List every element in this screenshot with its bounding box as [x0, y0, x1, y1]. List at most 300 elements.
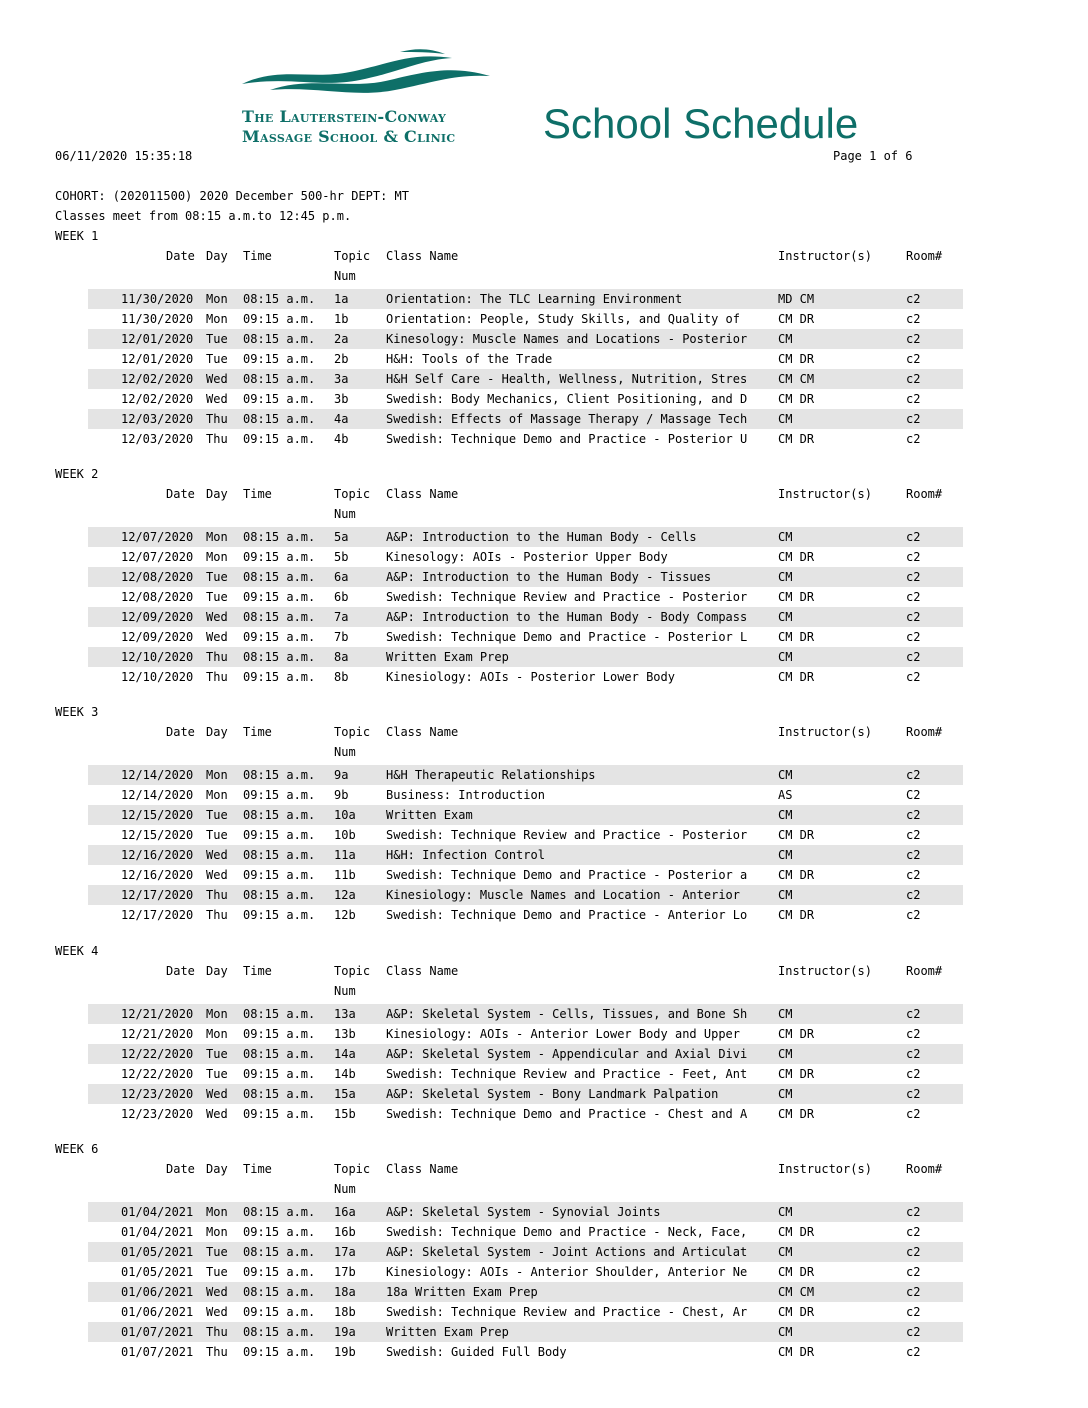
header-room: Room#	[906, 725, 943, 739]
class-name-cell: A&P: Introduction to the Human Body - Tissues	[386, 570, 712, 584]
room-cell: c2	[906, 1007, 921, 1021]
day-cell: Mon	[206, 1225, 228, 1239]
class-name-cell: Swedish: Body Mechanics, Client Positioning, and D	[386, 392, 748, 406]
header-day: Day	[206, 964, 228, 978]
room-cell: c2	[906, 1205, 921, 1219]
room-cell: c2	[906, 1285, 921, 1299]
instructor-cell: CM DR	[778, 1067, 815, 1081]
table-row	[88, 1262, 963, 1282]
instructor-cell: CM DR	[778, 352, 815, 366]
instructor-cell: CM	[778, 1325, 793, 1339]
topic-cell: 14a	[334, 1047, 356, 1061]
instructor-cell: CM CM	[778, 1285, 815, 1299]
day-cell: Wed	[206, 392, 228, 406]
table-row	[88, 885, 963, 905]
day-cell: Tue	[206, 332, 228, 346]
class-name-cell: Swedish: Technique Demo and Practice - Posterior a	[386, 868, 748, 882]
instructor-cell: MD CM	[778, 292, 815, 306]
topic-cell: 11a	[334, 848, 356, 862]
topic-cell: 6a	[334, 570, 349, 584]
time-cell: 09:15 a.m.	[243, 630, 316, 644]
date-cell: 12/14/2020	[121, 768, 194, 782]
header-day: Day	[206, 725, 228, 739]
header-instructor: Instructor(s)	[778, 487, 872, 501]
room-cell: c2	[906, 1027, 921, 1041]
topic-cell: 1b	[334, 312, 349, 326]
day-cell: Wed	[206, 1285, 228, 1299]
day-cell: Mon	[206, 550, 228, 564]
date-cell: 12/01/2020	[121, 352, 194, 366]
time-cell: 09:15 a.m.	[243, 1265, 316, 1279]
day-cell: Mon	[206, 1205, 228, 1219]
topic-cell: 1a	[334, 292, 349, 306]
day-cell: Tue	[206, 1245, 228, 1259]
date-cell: 01/04/2021	[121, 1225, 194, 1239]
header-topic: Topic	[334, 1162, 371, 1176]
instructor-cell: CM	[778, 1087, 793, 1101]
topic-cell: 10a	[334, 808, 356, 822]
time-cell: 08:15 a.m.	[243, 1325, 316, 1339]
topic-cell: 8a	[334, 650, 349, 664]
date-cell: 12/07/2020	[121, 530, 194, 544]
week-section	[0, 229, 1088, 449]
instructor-cell: CM	[778, 1205, 793, 1219]
class-name-cell: A&P: Introduction to the Human Body - Body Compass	[386, 610, 748, 624]
time-cell: 08:15 a.m.	[243, 650, 316, 664]
header-num: Num	[334, 1182, 356, 1196]
instructor-cell: CM CM	[778, 372, 815, 386]
week-label: WEEK 6	[55, 1142, 99, 1156]
topic-cell: 16a	[334, 1205, 356, 1219]
date-cell: 12/07/2020	[121, 550, 194, 564]
table-row	[88, 627, 963, 647]
date-cell: 12/17/2020	[121, 888, 194, 902]
header-num: Num	[334, 507, 356, 521]
day-cell: Tue	[206, 590, 228, 604]
time-cell: 08:15 a.m.	[243, 1245, 316, 1259]
room-cell: c2	[906, 292, 921, 306]
topic-cell: 16b	[334, 1225, 356, 1239]
header-date: Date	[166, 249, 195, 263]
date-cell: 12/08/2020	[121, 590, 194, 604]
room-cell: c2	[906, 1225, 921, 1239]
header-room: Room#	[906, 964, 943, 978]
room-cell: C2	[906, 788, 921, 802]
topic-cell: 18b	[334, 1305, 356, 1319]
date-cell: 01/07/2021	[121, 1345, 194, 1359]
time-cell: 09:15 a.m.	[243, 550, 316, 564]
header-date: Date	[166, 1162, 195, 1176]
week-label: WEEK 2	[55, 467, 99, 481]
instructor-cell: CM	[778, 1047, 793, 1061]
day-cell: Tue	[206, 1067, 228, 1081]
time-cell: 09:15 a.m.	[243, 432, 316, 446]
class-name-cell: Swedish: Technique Demo and Practice - Neck, Face,	[386, 1225, 748, 1239]
room-cell: c2	[906, 332, 921, 346]
instructor-cell: CM	[778, 1007, 793, 1021]
day-cell: Thu	[206, 432, 228, 446]
header-num: Num	[334, 745, 356, 759]
instructor-cell: CM DR	[778, 432, 815, 446]
table-row	[88, 1322, 963, 1342]
topic-cell: 11b	[334, 868, 356, 882]
table-row	[88, 289, 963, 309]
logo-line-1: The Lauterstein-Conway	[242, 107, 447, 126]
time-cell: 09:15 a.m.	[243, 908, 316, 922]
date-cell: 01/07/2021	[121, 1325, 194, 1339]
table-row	[88, 409, 963, 429]
week-label: WEEK 1	[55, 229, 99, 243]
date-cell: 01/06/2021	[121, 1305, 194, 1319]
room-cell: c2	[906, 590, 921, 604]
table-row	[88, 825, 963, 845]
date-cell: 12/09/2020	[121, 630, 194, 644]
day-cell: Tue	[206, 828, 228, 842]
class-name-cell: Kinesiology: AOIs - Anterior Shoulder, Anterior Ne	[386, 1265, 748, 1279]
class-name-cell: A&P: Skeletal System - Appendicular and Axial Divi	[386, 1047, 748, 1061]
date-cell: 01/05/2021	[121, 1265, 194, 1279]
date-cell: 12/08/2020	[121, 570, 194, 584]
day-cell: Wed	[206, 630, 228, 644]
table-row	[88, 527, 963, 547]
room-cell: c2	[906, 530, 921, 544]
room-cell: c2	[906, 1345, 921, 1359]
date-cell: 12/03/2020	[121, 412, 194, 426]
class-name-cell: Kinesiology: AOIs - Posterior Lower Body	[386, 670, 675, 684]
header-date: Date	[166, 964, 195, 978]
instructor-cell: CM DR	[778, 312, 815, 326]
time-cell: 09:15 a.m.	[243, 1225, 316, 1239]
day-cell: Mon	[206, 768, 228, 782]
table-row	[88, 429, 963, 449]
day-cell: Thu	[206, 1345, 228, 1359]
table-row	[88, 587, 963, 607]
week-section	[0, 1142, 1088, 1362]
topic-cell: 7a	[334, 610, 349, 624]
topic-cell: 19a	[334, 1325, 356, 1339]
topic-cell: 7b	[334, 630, 349, 644]
day-cell: Tue	[206, 808, 228, 822]
time-cell: 09:15 a.m.	[243, 670, 316, 684]
time-cell: 08:15 a.m.	[243, 530, 316, 544]
logo-line-2: Massage School & Clinic	[242, 127, 456, 146]
class-name-cell: 18a Written Exam Prep	[386, 1285, 538, 1299]
topic-cell: 17a	[334, 1245, 356, 1259]
instructor-cell: AS	[778, 788, 793, 802]
header-date: Date	[166, 487, 195, 501]
time-cell: 09:15 a.m.	[243, 312, 316, 326]
time-cell: 08:15 a.m.	[243, 808, 316, 822]
header-num: Num	[334, 984, 356, 998]
header-class-name: Class Name	[386, 487, 459, 501]
day-cell: Wed	[206, 372, 228, 386]
instructor-cell: CM DR	[778, 630, 815, 644]
topic-cell: 17b	[334, 1265, 356, 1279]
time-cell: 08:15 a.m.	[243, 332, 316, 346]
class-name-cell: Swedish: Technique Review and Practice - Posterior	[386, 590, 748, 604]
table-row	[88, 765, 963, 785]
class-name-cell: Written Exam	[386, 808, 473, 822]
instructor-cell: CM	[778, 888, 793, 902]
day-cell: Wed	[206, 1107, 228, 1121]
table-row	[88, 1342, 963, 1362]
time-cell: 09:15 a.m.	[243, 392, 316, 406]
instructor-cell: CM	[778, 768, 793, 782]
week-section	[0, 944, 1088, 1124]
topic-cell: 9a	[334, 768, 349, 782]
room-cell: c2	[906, 570, 921, 584]
table-row	[88, 329, 963, 349]
room-cell: c2	[906, 1245, 921, 1259]
class-name-cell: Kinesology: AOIs - Posterior Upper Body	[386, 550, 668, 564]
day-cell: Wed	[206, 868, 228, 882]
day-cell: Thu	[206, 650, 228, 664]
date-cell: 12/16/2020	[121, 848, 194, 862]
time-cell: 09:15 a.m.	[243, 1027, 316, 1041]
topic-cell: 9b	[334, 788, 349, 802]
table-row	[88, 1302, 963, 1322]
topic-cell: 15b	[334, 1107, 356, 1121]
header-topic: Topic	[334, 487, 371, 501]
day-cell: Wed	[206, 1305, 228, 1319]
table-row	[88, 607, 963, 627]
page-number: Page 1 of 6	[833, 149, 913, 163]
table-row	[88, 1004, 963, 1024]
room-cell: c2	[906, 1067, 921, 1081]
topic-cell: 6b	[334, 590, 349, 604]
topic-cell: 4a	[334, 412, 349, 426]
instructor-cell: CM DR	[778, 1305, 815, 1319]
school-logo	[240, 46, 496, 150]
header-topic: Topic	[334, 725, 371, 739]
date-cell: 12/14/2020	[121, 788, 194, 802]
instructor-cell: CM DR	[778, 828, 815, 842]
topic-cell: 14b	[334, 1067, 356, 1081]
time-cell: 08:15 a.m.	[243, 610, 316, 624]
room-cell: c2	[906, 1265, 921, 1279]
table-row	[88, 349, 963, 369]
table-row	[88, 1202, 963, 1222]
room-cell: c2	[906, 908, 921, 922]
table-row	[88, 1044, 963, 1064]
time-cell: 08:15 a.m.	[243, 1047, 316, 1061]
instructor-cell: CM DR	[778, 670, 815, 684]
date-cell: 12/17/2020	[121, 908, 194, 922]
time-cell: 08:15 a.m.	[243, 412, 316, 426]
instructor-cell: CM	[778, 332, 793, 346]
header-topic: Topic	[334, 964, 371, 978]
topic-cell: 4b	[334, 432, 349, 446]
room-cell: c2	[906, 1305, 921, 1319]
table-row	[88, 865, 963, 885]
page-title: School Schedule	[543, 100, 859, 147]
header-date: Date	[166, 725, 195, 739]
class-name-cell: Swedish: Technique Demo and Practice - Posterior U	[386, 432, 748, 446]
day-cell: Wed	[206, 848, 228, 862]
week-label: WEEK 3	[55, 705, 99, 719]
date-cell: 12/03/2020	[121, 432, 194, 446]
time-cell: 09:15 a.m.	[243, 352, 316, 366]
instructor-cell: CM	[778, 1245, 793, 1259]
instructor-cell: CM DR	[778, 908, 815, 922]
day-cell: Tue	[206, 1047, 228, 1061]
class-name-cell: Swedish: Technique Demo and Practice - Chest and A	[386, 1107, 748, 1121]
topic-cell: 5a	[334, 530, 349, 544]
day-cell: Tue	[206, 352, 228, 366]
class-name-cell: H&H Self Care - Health, Wellness, Nutrition, Stres	[386, 372, 748, 386]
class-name-cell: Kinesiology: AOIs - Anterior Lower Body and Upper	[386, 1027, 741, 1041]
instructor-cell: CM DR	[778, 1225, 815, 1239]
date-cell: 12/15/2020	[121, 828, 194, 842]
table-row	[88, 845, 963, 865]
header-room: Room#	[906, 1162, 943, 1176]
instructor-cell: CM	[778, 610, 793, 624]
date-cell: 01/05/2021	[121, 1245, 194, 1259]
header-time: Time	[243, 964, 272, 978]
day-cell: Tue	[206, 570, 228, 584]
table-row	[88, 547, 963, 567]
time-cell: 09:15 a.m.	[243, 590, 316, 604]
date-cell: 12/16/2020	[121, 868, 194, 882]
room-cell: c2	[906, 550, 921, 564]
room-cell: c2	[906, 372, 921, 386]
table-row	[88, 647, 963, 667]
class-name-cell: A&P: Introduction to the Human Body - Cells	[386, 530, 697, 544]
date-cell: 12/21/2020	[121, 1027, 194, 1041]
time-cell: 08:15 a.m.	[243, 570, 316, 584]
class-name-cell: H&H: Infection Control	[386, 848, 545, 862]
class-name-cell: A&P: Skeletal System - Cells, Tissues, and Bone Sh	[386, 1007, 748, 1021]
time-cell: 08:15 a.m.	[243, 1007, 316, 1021]
room-cell: c2	[906, 1325, 921, 1339]
instructor-cell: CM DR	[778, 1265, 815, 1279]
header-topic: Topic	[334, 249, 371, 263]
header-class-name: Class Name	[386, 1162, 459, 1176]
table-row	[88, 1282, 963, 1302]
day-cell: Thu	[206, 1325, 228, 1339]
instructor-cell: CM	[778, 848, 793, 862]
date-cell: 12/02/2020	[121, 392, 194, 406]
time-cell: 09:15 a.m.	[243, 1107, 316, 1121]
header-class-name: Class Name	[386, 964, 459, 978]
date-cell: 12/22/2020	[121, 1067, 194, 1081]
instructor-cell: CM	[778, 412, 793, 426]
header-day: Day	[206, 249, 228, 263]
class-name-cell: Swedish: Technique Review and Practice - Feet, Ant	[386, 1067, 748, 1081]
class-name-cell: A&P: Skeletal System - Bony Landmark Palpation	[386, 1087, 719, 1101]
topic-cell: 3a	[334, 372, 349, 386]
time-cell: 08:15 a.m.	[243, 372, 316, 386]
week-section	[0, 705, 1088, 925]
class-name-cell: Orientation: The TLC Learning Environment	[386, 292, 683, 306]
class-name-cell: Written Exam Prep	[386, 1325, 509, 1339]
class-name-cell: Kinesiology: Muscle Names and Location - Anterior	[386, 888, 741, 902]
class-name-cell: Written Exam Prep	[386, 650, 509, 664]
date-cell: 12/01/2020	[121, 332, 194, 346]
class-name-cell: Swedish: Technique Review and Practice - Chest, Ar	[386, 1305, 748, 1319]
day-cell: Tue	[206, 1265, 228, 1279]
cohort-line: COHORT: (202011500) 2020 December 500-hr DEPT: MT	[55, 189, 410, 203]
class-name-cell: Orientation: People, Study Skills, and Quality of	[386, 312, 741, 326]
class-name-cell: H&H Therapeutic Relationships	[386, 768, 596, 782]
date-cell: 12/09/2020	[121, 610, 194, 624]
day-cell: Mon	[206, 312, 228, 326]
topic-cell: 19b	[334, 1345, 356, 1359]
class-name-cell: Swedish: Guided Full Body	[386, 1345, 567, 1359]
day-cell: Wed	[206, 1087, 228, 1101]
table-row	[88, 805, 963, 825]
room-cell: c2	[906, 312, 921, 326]
wave-logo-icon	[240, 46, 496, 106]
day-cell: Mon	[206, 292, 228, 306]
date-cell: 01/06/2021	[121, 1285, 194, 1299]
date-cell: 12/10/2020	[121, 670, 194, 684]
room-cell: c2	[906, 650, 921, 664]
topic-cell: 5b	[334, 550, 349, 564]
timestamp: 06/11/2020 15:35:18	[55, 149, 193, 163]
table-row	[88, 1084, 963, 1104]
header-time: Time	[243, 725, 272, 739]
time-cell: 08:15 a.m.	[243, 1205, 316, 1219]
instructor-cell: CM DR	[778, 1107, 815, 1121]
instructor-cell: CM DR	[778, 868, 815, 882]
day-cell: Mon	[206, 788, 228, 802]
room-cell: c2	[906, 630, 921, 644]
topic-cell: 8b	[334, 670, 349, 684]
time-cell: 09:15 a.m.	[243, 1345, 316, 1359]
week-label: WEEK 4	[55, 944, 99, 958]
topic-cell: 10b	[334, 828, 356, 842]
day-cell: Thu	[206, 412, 228, 426]
day-cell: Thu	[206, 670, 228, 684]
topic-cell: 12a	[334, 888, 356, 902]
day-cell: Mon	[206, 530, 228, 544]
header-day: Day	[206, 487, 228, 501]
topic-cell: 12b	[334, 908, 356, 922]
instructor-cell: CM DR	[778, 1027, 815, 1041]
room-cell: c2	[906, 352, 921, 366]
table-row	[88, 1222, 963, 1242]
room-cell: c2	[906, 610, 921, 624]
topic-cell: 13a	[334, 1007, 356, 1021]
header-day: Day	[206, 1162, 228, 1176]
header-instructor: Instructor(s)	[778, 725, 872, 739]
class-name-cell: Swedish: Effects of Massage Therapy / Massage Tech	[386, 412, 748, 426]
instructor-cell: CM	[778, 530, 793, 544]
header-class-name: Class Name	[386, 249, 459, 263]
room-cell: c2	[906, 392, 921, 406]
class-name-cell: Business: Introduction	[386, 788, 545, 802]
time-cell: 09:15 a.m.	[243, 868, 316, 882]
table-row	[88, 1024, 963, 1044]
time-cell: 09:15 a.m.	[243, 788, 316, 802]
room-cell: c2	[906, 412, 921, 426]
room-cell: c2	[906, 670, 921, 684]
header-instructor: Instructor(s)	[778, 964, 872, 978]
room-cell: c2	[906, 1047, 921, 1061]
instructor-cell: CM	[778, 650, 793, 664]
room-cell: c2	[906, 848, 921, 862]
topic-cell: 15a	[334, 1087, 356, 1101]
instructor-cell: CM DR	[778, 590, 815, 604]
topic-cell: 2a	[334, 332, 349, 346]
date-cell: 12/22/2020	[121, 1047, 194, 1061]
date-cell: 12/23/2020	[121, 1087, 194, 1101]
topic-cell: 18a	[334, 1285, 356, 1299]
room-cell: c2	[906, 768, 921, 782]
header-time: Time	[243, 487, 272, 501]
instructor-cell: CM DR	[778, 392, 815, 406]
